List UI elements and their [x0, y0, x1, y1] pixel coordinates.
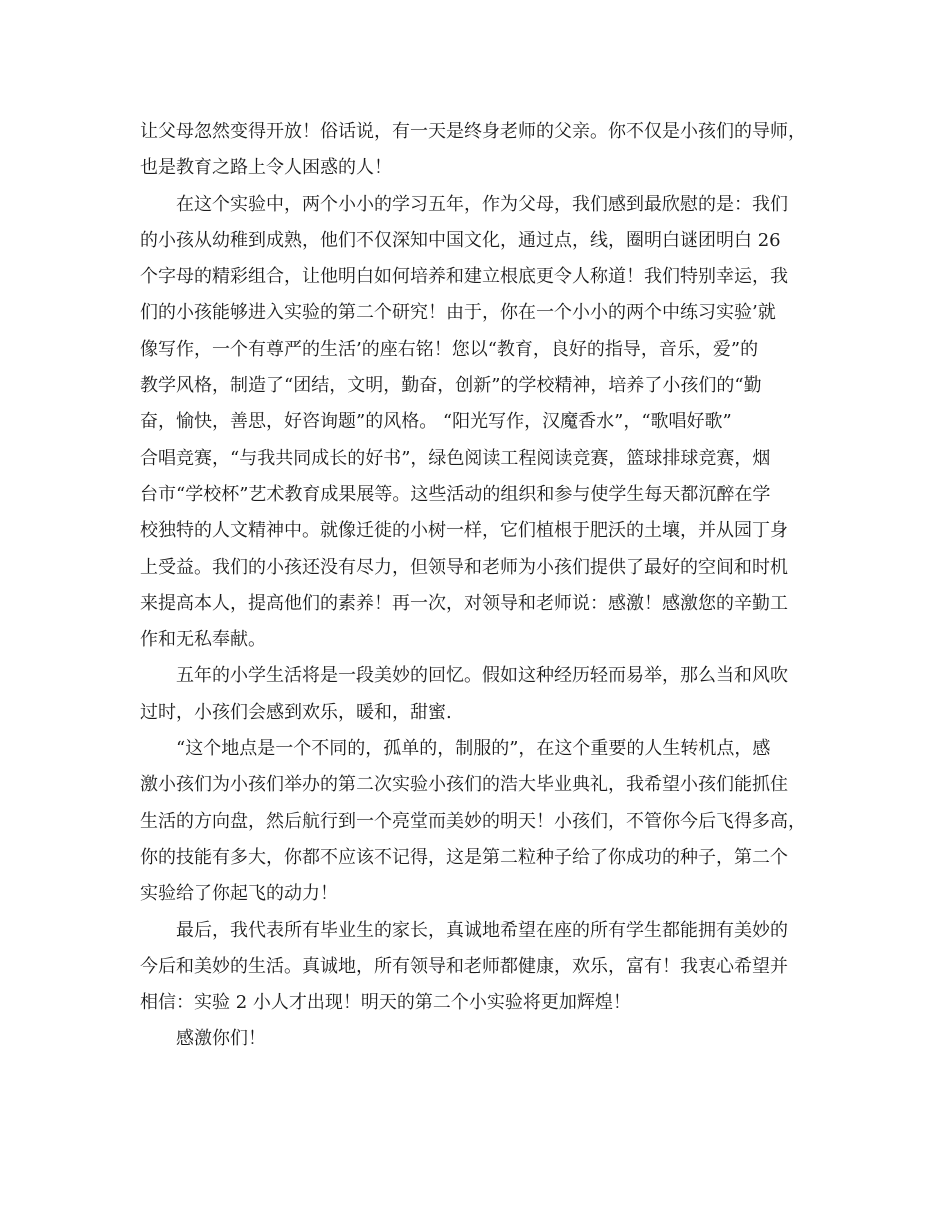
paragraph-closing-wishes: 最后，我代表所有毕业生的家长，真诚地希望在座的所有学生都能拥有美妙的 今后和美妙的生活。真诚地，所有领导和老师都健康，欢乐，富有！我衷心希望并 相信：实验 2 小人才出现！明天的第二个小实验将更加辉煌！ — [140, 919, 788, 1014]
document-body — [140, 114, 812, 1058]
paragraph-graduation: “这个地点是一个不同的，孤单的，制服的”，在这个重要的人生转机点，感 激小孩们为小孩们举办的第二次实验小孩们的浩大毕业典礼，我希望小孩们能抓住 生活的方向盘，然后航行到一个亮堂而美妙的明天！小孩们，不管你今后飞得多高， 你的技能有多大，你都不应该不记得，这是第二粒种子给了你成功的种子，第二个 实验给了你起飞的动力！ — [140, 738, 806, 905]
paragraph-continuation: 让父母忽然变得开放！俗话说，有一天是终身老师的父亲。你不仅是小孩们的导师， 也是教育之路上令人困惑的人！ — [140, 121, 806, 179]
paragraph-thanks: 感激你们！ — [176, 1028, 266, 1050]
paragraph-experiment: 在这个实验中，两个小小的学习五年，作为父母，我们感到最欣慰的是：我们 的小孩从幼稚到成熟，他们不仅深知中国文化，通过点，线，圈明白谜团明白 26 个字母的精彩组合，让他明白如何培养和建立根底更令人称道！我们特别幸运，我 们的小孩能够进入实验的第二个研究！由于，你在一个小小的两个中练习实验’就 像写作，一个有尊严的生活’的座右铭！您以“教育，良好的指导，音乐，爱”的 教学风格，制造了“团结，文明，勤奋，创新”的学校精神，培养了小孩们的“勤 奋，愉快，善思，好咨询题”的风格。 “阳光写作，汉魔香水”，“歌唱好歌” 合唱竞赛，“与我共同成长的好书”，绿色阅读工程阅读竞赛，篮球排球竞赛，烟 台市“学校杯”艺术教育成果展等。这些活动的组织和参与使学生每天都沉醉在学 校独特的人文精神中。就像迁徙的小树一样，它们植根于肥沃的土壤，并从园丁身 上受益。我们的小孩还没有尽力，但领导和老师为小孩们提供了最好的空间和时机 来提高本人，提高他们的素养！再一次，对领导和老师说：感激！感激您的辛勤工 作和无私奉献。 — [140, 193, 788, 651]
paragraph-memories: 五年的小学生活将是一段美妙的回忆。假如这种经历轻而易举，那么当和风吹 过时，小孩们会感到欢乐，暖和，甜蜜. — [140, 665, 788, 723]
